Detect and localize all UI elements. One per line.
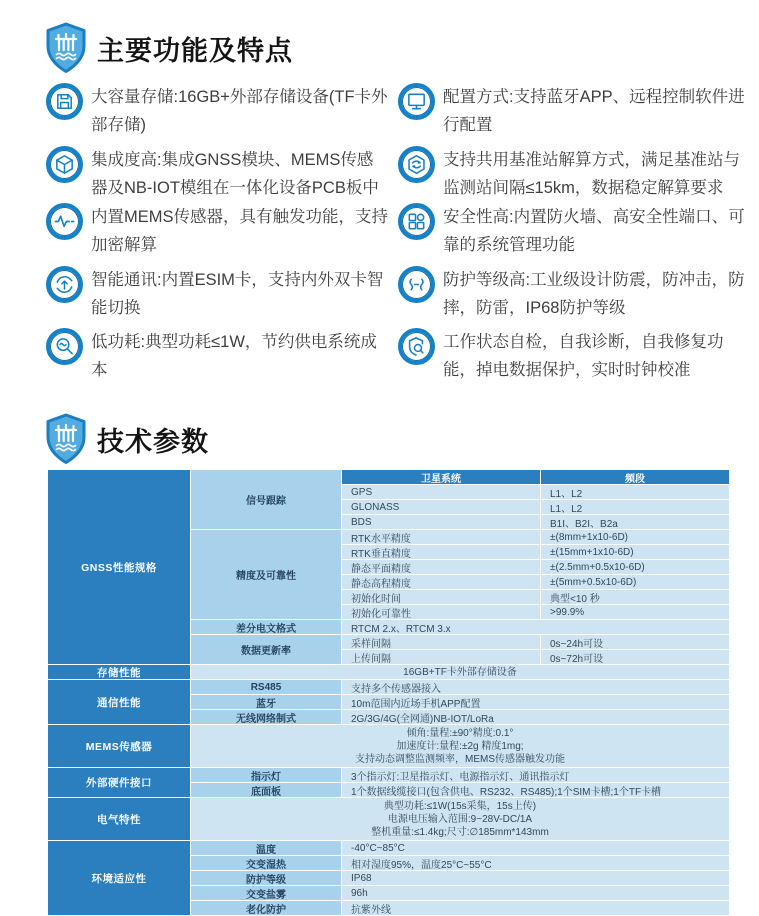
- shockproof-icon: [398, 266, 435, 303]
- spec-value-line: 典型功耗:≤1W(15s采集，15s上传): [383, 800, 537, 812]
- feature-item: [46, 203, 388, 259]
- blocks-icon: [398, 203, 435, 240]
- spec-value-electrical: [191, 798, 729, 840]
- spec-value-line: 支持动态调整监测频率，MEMS传感器触发功能: [355, 753, 565, 765]
- spec-category-storage: 存储性能: [48, 665, 190, 679]
- spec-param: 交变盐雾: [191, 886, 341, 900]
- spec-param: 初始化时间: [342, 590, 540, 604]
- spec-value: 1个数据线缆接口(包含供电、RS232、RS485);1个SIM卡槽;1个TF卡槽: [342, 783, 729, 797]
- spec-value: ±(2.5mm+0.5x10-6D): [541, 560, 729, 574]
- specs-section-header: [44, 413, 209, 465]
- spec-category-hw: 外部硬件接口: [48, 768, 190, 797]
- spec-param: GLONASS: [342, 500, 540, 514]
- cube-icon: [46, 146, 83, 183]
- feature-item: [398, 83, 750, 139]
- spec-value: 2G/3G/4G(全网通)NB-IOT/LoRa: [342, 710, 729, 724]
- spec-value: ±(8mm+1x10-6D): [541, 530, 729, 544]
- spec-value: IP68: [342, 871, 729, 885]
- feature-text: 低功耗:典型功耗≤1W，节约供电系统成本: [91, 333, 377, 379]
- spec-value: ±(5mm+0.5x10-6D): [541, 575, 729, 589]
- spec-param: RTK水平精度: [342, 530, 540, 544]
- feature-item: [46, 146, 388, 202]
- feature-text: 集成度高:集成GNSS模块、MEMS传感器及NB-IOT模组在一体化设备PCB板中: [91, 151, 379, 197]
- spec-param: 防护等级: [191, 871, 341, 885]
- feature-item: [398, 203, 750, 259]
- spec-value: >99.9%: [541, 605, 729, 619]
- magnifier-wave-icon: [46, 328, 83, 365]
- spec-value: 支持多个传感器接入: [342, 680, 729, 694]
- spec-param: 无线网络制式: [191, 710, 341, 724]
- spec-value: 10m范围内近场手机APP配置: [342, 695, 729, 709]
- spec-sub-diff: 差分电文格式: [191, 620, 341, 634]
- spec-value: -40°C~85°C: [342, 841, 729, 855]
- spec-sub-signal: 信号跟踪: [191, 470, 341, 529]
- feature-text: 配置方式:支持蓝牙APP、远程控制软件进行配置: [443, 88, 745, 134]
- spec-value-storage: 16GB+TF卡外部存储设备: [191, 665, 729, 679]
- spec-param: 老化防护: [191, 901, 341, 915]
- shield-dam-icon: [44, 22, 88, 74]
- spec-value-line: 整机重量:≤1.4kg;尺寸:∅185mm*143mm: [371, 826, 549, 838]
- spec-param: 上传间隔: [342, 650, 540, 664]
- feature-text: 大容量存储:16GB+外部存储设备(TF卡外部存储): [91, 88, 388, 134]
- spec-param: 初始化可靠性: [342, 605, 540, 619]
- feature-item: [46, 83, 388, 139]
- spec-param: 蓝牙: [191, 695, 341, 709]
- feature-item: [46, 266, 388, 322]
- spec-param: 温度: [191, 841, 341, 855]
- spec-param: 底面板: [191, 783, 341, 797]
- features-title: 主要功能及特点: [97, 35, 293, 66]
- spec-value-mems: [191, 725, 729, 767]
- shield-search-icon: [398, 328, 435, 365]
- feature-item: [46, 328, 388, 384]
- pulse-icon: [46, 203, 83, 240]
- features-section-header: [44, 22, 293, 74]
- spec-sub-accuracy: 精度及可靠性: [191, 530, 341, 619]
- spec-value-line: 倾角:量程:±90°精度:0.1°: [406, 727, 514, 739]
- specs-title: 技术参数: [97, 426, 209, 457]
- spec-value: 0s~72h可设: [541, 650, 729, 664]
- spec-category-comm: 通信性能: [48, 680, 190, 724]
- spec-table: [48, 470, 729, 915]
- spec-value: 相对湿度95%，温度25°C~55°C: [342, 856, 729, 870]
- feature-item: [398, 266, 750, 322]
- spec-param: 静态平面精度: [342, 560, 540, 574]
- feature-text: 支持共用基准站解算方式，满足基准站与监测站间隔≤15km，数据稳定解算要求: [443, 151, 740, 197]
- spec-param: BDS: [342, 515, 540, 529]
- spec-category-mems: MEMS传感器: [48, 725, 190, 767]
- spec-sub-update: 数据更新率: [191, 635, 341, 664]
- spec-param: 指示灯: [191, 768, 341, 782]
- monitor-icon: [398, 83, 435, 120]
- feature-item: [398, 328, 750, 384]
- feature-text: 工作状态自检，自我诊断，自我修复功能，掉电数据保护，实时时钟校准: [443, 333, 724, 379]
- spec-param: GPS: [342, 485, 540, 499]
- spec-value: RTCM 2.x、RTCM 3.x: [342, 620, 729, 634]
- spec-category-gnss: GNSS性能规格: [48, 470, 190, 664]
- spec-value: L1、L2: [541, 485, 729, 499]
- spec-param: RTK垂直精度: [342, 545, 540, 559]
- spec-param: RS485: [191, 680, 341, 694]
- spec-param: 采样间隔: [342, 635, 540, 649]
- spec-header-satellite: 卫星系统: [342, 470, 540, 484]
- spec-category-elec: 电气特性: [48, 798, 190, 840]
- spec-category-env: 环境适应性: [48, 841, 190, 915]
- spec-header-band: 频段: [541, 470, 729, 484]
- spec-param: 静态高程精度: [342, 575, 540, 589]
- floppy-disk-icon: [46, 83, 83, 120]
- spec-value: 0s~24h可设: [541, 635, 729, 649]
- spec-value: L1、L2: [541, 500, 729, 514]
- spec-value-line: 电源电压输入范围:9~28V-DC/1A: [387, 813, 533, 825]
- shield-dam-icon: [44, 413, 88, 465]
- spec-value: 抗紫外线: [342, 901, 729, 915]
- sync-arrows-icon: [46, 266, 83, 303]
- base-station-sync-icon: [398, 146, 435, 183]
- feature-text: 防护等级高:工业级设计防震，防冲击，防摔，防雷，IP68防护等级: [443, 271, 745, 317]
- feature-text: 内置MEMS传感器，具有触发功能，支持加密解算: [91, 208, 388, 254]
- spec-value: 典型<10 秒: [541, 590, 729, 604]
- spec-value: 3个指示灯:卫星指示灯、电源指示灯、通讯指示灯: [342, 768, 729, 782]
- feature-item: [398, 146, 750, 202]
- spec-value-line: 加速度计:量程:±2g 精度1mg;: [396, 740, 524, 752]
- feature-text: 安全性高:内置防火墙、高安全性端口、可靠的系统管理功能: [443, 208, 745, 254]
- feature-text: 智能通讯:内置ESIM卡，支持内外双卡智能切换: [91, 271, 384, 317]
- spec-value: B1I、B2I、B2a: [541, 515, 729, 529]
- spec-param: 交变湿热: [191, 856, 341, 870]
- spec-value: 96h: [342, 886, 729, 900]
- spec-value: ±(15mm+1x10-6D): [541, 545, 729, 559]
